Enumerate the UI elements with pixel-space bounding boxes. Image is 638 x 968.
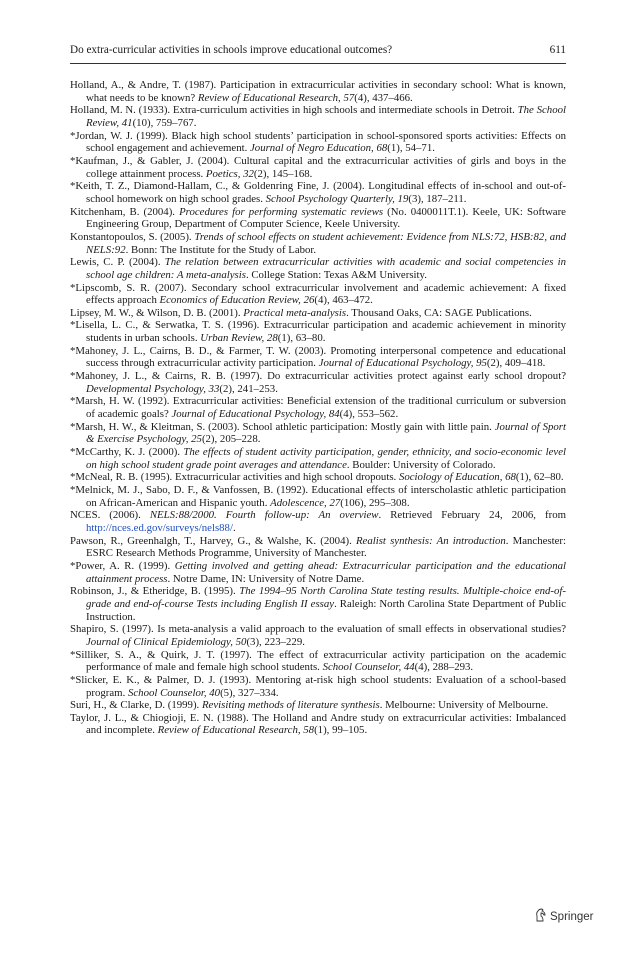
- reference-entry: [70, 79, 566, 104]
- reference-source: Journal of Sport & Exercise Psychology, 25: [86, 420, 567, 446]
- reference-details: . Melbourne: University of Melbourne.: [379, 699, 549, 712]
- reference-authors-title: NCES. (2006).: [70, 509, 150, 522]
- reference-authors-title: Konstantopoulos, S. (2005).: [70, 230, 195, 243]
- reference-details: (3), 223–229.: [246, 635, 305, 648]
- reference-details: (5), 327–334.: [220, 686, 279, 699]
- reference-entry: [70, 307, 566, 320]
- reference-source: Review of Educational Research, 58: [157, 724, 315, 737]
- reference-entry: [70, 130, 566, 155]
- reference-trailing: .: [232, 521, 236, 534]
- reference-list: [70, 79, 566, 737]
- reference-authors-title: *Jordan, W. J. (1999). Black high school students’ participation in school-sponsored sports activities: Effects on school engagement and achievement.: [70, 129, 566, 155]
- reference-authors-title: *Kaufman, J., & Gabler, J. (2004). Cultural capital and the extracurricular activities of girls and boys in the college attainment process.: [70, 154, 566, 180]
- reference-authors-title: *Power, A. R. (1999).: [70, 559, 175, 572]
- reference-entry: [70, 421, 566, 446]
- reference-authors-title: *Slicker, E. K., & Palmer, D. J. (1993). Mentoring at-risk high school students: Evaluation of a school-based program.: [70, 673, 566, 699]
- reference-details: (1), 63–80.: [277, 332, 326, 345]
- reference-source: Journal of Educational Psychology, 84: [171, 408, 340, 421]
- reference-authors-title: *Marsh, H. W., & Kleitman, S. (2003). School athletic participation: Mostly gain with little pain.: [70, 420, 495, 433]
- reference-details: . Boulder: University of Colorado.: [346, 458, 496, 471]
- reference-details: (4), 463–472.: [314, 294, 373, 307]
- reference-authors-title: *Lipscomb, S. R. (2007). Secondary school extracurricular involvement and academic achievement: A fixed effects approach: [70, 281, 566, 307]
- reference-entry: [70, 712, 566, 737]
- reference-entry: [70, 484, 566, 509]
- reference-authors-title: Holland, M. N. (1933). Extra-curriculum activities in high schools and intermediate schools in Detroit.: [70, 104, 518, 117]
- reference-source: Revisiting methods of literature synthesis: [201, 699, 380, 712]
- publisher-footer: [534, 908, 593, 923]
- page-number: 611: [549, 44, 566, 56]
- reference-entry: [70, 104, 566, 129]
- reference-details: (No. 0400011T.1). Keele, UK: Software Engineering Group, Department of Computer Science, Keele University.: [86, 205, 566, 231]
- reference-authors-title: *Marsh, H. W. (1992). Extracurricular activities: Beneficial extension of the traditional curriculum or subversion of academic goals?: [70, 395, 566, 421]
- reference-source: The 1994–95 North Carolina State testing results. Multiple-choice end-of-grade and end-of-course Tests including English II essay: [86, 585, 567, 610]
- springer-horse-icon: [534, 908, 547, 922]
- reference-entry: [70, 319, 566, 344]
- reference-authors-title: *Silliker, S. A., & Quirk, J. T. (1997). The effect of extracurricular activity participation on the academic performance of male and female high school students.: [70, 648, 566, 674]
- reference-source: The relation between extracurricular activities with academic and social competencies in school age children: A meta-analysis: [86, 256, 567, 281]
- reference-entry: [70, 180, 566, 205]
- publisher-name: Springer: [550, 911, 594, 923]
- reference-details: (4), 288–293.: [414, 661, 474, 674]
- reference-entry: [70, 345, 566, 370]
- reference-source: Trends of school effects on student achievement: Evidence from NLS:72, HSB:82, and NELS:92: [86, 230, 566, 256]
- reference-authors-title: Suri, H., & Clarke, D. (1999).: [70, 699, 202, 712]
- reference-details: (1), 54–71.: [387, 142, 435, 155]
- running-title: Do extra-curricular activities in schools improve educational outcomes?: [70, 44, 393, 56]
- reference-authors-title: *McCarthy, K. J. (2000).: [70, 446, 184, 459]
- header-rule: [70, 63, 566, 64]
- reference-source: Getting involved and getting ahead: Extracurricular participation and the educational attainment process: [86, 559, 566, 585]
- reference-details: (2), 205–228.: [201, 433, 261, 446]
- reference-entry: [70, 585, 566, 623]
- reference-authors-title: *Lisella, L. C., & Serwatka, T. S. (1996). Extracurricular participation and academic achievement in minority students in urban schools.: [70, 319, 566, 345]
- reference-source: The effects of student activity participation, gender, ethnicity, and socio-economic level on high school student grade point averages and attendance: [86, 446, 567, 471]
- reference-details: . Manchester: ESRC Research Methods Programme, University of Manchester.: [86, 534, 567, 560]
- reference-entry: [70, 623, 566, 648]
- reference-source: The School Review, 41: [86, 104, 567, 129]
- reference-authors-title: Lipsey, M. W., & Wilson, D. B. (2001).: [70, 306, 244, 319]
- reference-authors-title: *Mahoney, J. L., Cairns, B. D., & Farmer, T. W. (2003). Promoting interpersonal competence and educational success through extracurricular activity participation.: [70, 344, 566, 370]
- reference-source: Practical meta-analysis: [243, 306, 347, 319]
- reference-entry: [70, 509, 566, 534]
- reference-entry: [70, 446, 566, 471]
- reference-entry: [70, 256, 566, 281]
- reference-authors-title: Lewis, C. P. (2004).: [70, 256, 165, 269]
- reference-source: School Counselor, 40: [127, 686, 221, 699]
- reference-entry: [70, 649, 566, 674]
- reference-details: . Raleigh: North Carolina State Department of Public Instruction.: [86, 597, 566, 623]
- reference-entry: [70, 674, 566, 699]
- reference-authors-title: Pawson, R., Greenhalgh, T., Harvey, G., & Walshe, K. (2004).: [70, 534, 356, 547]
- reference-source: Economics of Education Review, 26: [159, 294, 315, 307]
- reference-details: . Bonn: The Institute for the Study of Labor.: [125, 243, 317, 256]
- reference-entry: [70, 155, 566, 180]
- reference-source: Review of Educational Research, 57: [197, 91, 355, 104]
- reference-entry: [70, 471, 566, 484]
- reference-source: Journal of Negro Education, 68: [250, 142, 388, 155]
- reference-source: Poetics, 32: [205, 167, 254, 180]
- reference-details: (2), 241–253.: [219, 382, 278, 395]
- reference-entry: [70, 206, 566, 231]
- reference-details: . Retrieved February 24, 2006, from: [378, 509, 566, 522]
- reference-authors-title: Shapiro, S. (1997). Is meta-analysis a valid approach to the evaluation of small effects in observational studies?: [70, 623, 566, 636]
- reference-details: (106), 295–308.: [340, 496, 410, 509]
- reference-source: NELS:88/2000. Fourth follow-up: An overview: [149, 509, 379, 522]
- reference-details: (2), 409–418.: [486, 357, 546, 370]
- reference-details: . College Station: Texas A&M University.: [245, 268, 427, 281]
- reference-details: (3), 187–211.: [408, 192, 467, 205]
- reference-entry: [70, 560, 566, 585]
- reference-details: (4), 553–562.: [339, 408, 399, 421]
- reference-entry: [70, 370, 566, 395]
- reference-details: (2), 145–168.: [253, 167, 313, 180]
- reference-details: . Notre Dame, IN: University of Notre Dame.: [167, 572, 365, 585]
- reference-source: Journal of Clinical Epidemiology, 50: [86, 635, 247, 648]
- reference-authors-title: Taylor, J. L., & Chiogioji, E. N. (1988). The Holland and Andre study on extracurricular activities: Imbalanced and incomplete.: [70, 711, 566, 737]
- reference-entry: [70, 699, 566, 712]
- reference-details: . Thousand Oaks, CA: SAGE Publications.: [346, 306, 532, 319]
- reference-entry: [70, 282, 566, 307]
- reference-authors-title: *Melnick, M. J., Sabo, D. F., & Vanfossen, B. (1992). Educational effects of interscholastic athletic participation on African-American and Hispanic youth.: [70, 484, 566, 509]
- reference-entry: [70, 535, 566, 560]
- reference-details: (10), 759–767.: [132, 116, 197, 129]
- reference-authors-title: Kitchenham, B. (2004).: [70, 205, 180, 218]
- reference-url-link[interactable]: http://nces.ed.gov/surveys/nels88/: [86, 521, 233, 534]
- reference-source: Adolescence, 27: [270, 496, 341, 509]
- reference-source: Realist synthesis: An introduction: [355, 534, 506, 547]
- reference-authors-title: Robinson, J., & Etheridge, B. (1995).: [70, 585, 240, 598]
- reference-authors-title: *Mahoney, J. L., & Cairns, R. B. (1997). Do extracurricular activities protect against early school dropout?: [70, 370, 566, 383]
- reference-source: Sociology of Education, 68: [398, 471, 516, 484]
- reference-details: (4), 437–466.: [354, 91, 413, 104]
- reference-details: (1), 99–105.: [314, 724, 368, 737]
- reference-authors-title: *McNeal, R. B. (1995). Extracurricular activities and high school dropouts.: [70, 471, 399, 484]
- reference-authors-title: *Keith, T. Z., Diamond-Hallam, C., & Goldenring Fine, J. (2004). Longitudinal effects of in-school and out-of-school homework on high school grades.: [70, 180, 566, 205]
- reference-authors-title: Holland, A., & Andre, T. (1987). Participation in extracurricular activities in secondary school: What is known, what needs to be known?: [70, 79, 566, 104]
- reference-source: Journal of Educational Psychology, 95: [318, 357, 487, 370]
- reference-source: Developmental Psychology, 33: [86, 382, 220, 395]
- reference-entry: [70, 395, 566, 420]
- reference-source: School Psychology Quarterly, 19: [265, 192, 409, 205]
- reference-source: Urban Review, 28: [200, 332, 278, 345]
- reference-source: School Counselor, 44: [322, 661, 415, 674]
- reference-details: (1), 62–80.: [515, 471, 564, 484]
- reference-entry: [70, 231, 566, 256]
- reference-source: Procedures for performing systematic reviews: [179, 205, 384, 218]
